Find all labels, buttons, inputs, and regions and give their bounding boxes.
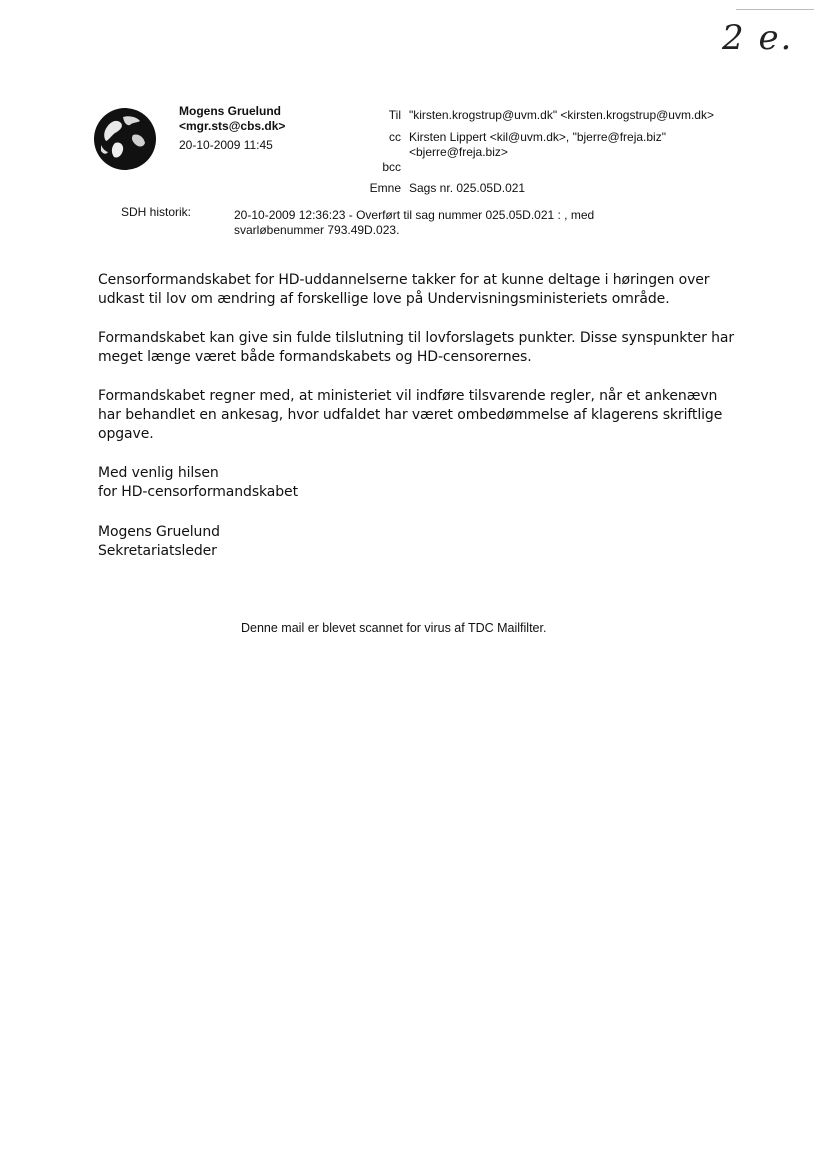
body-paragraph: Formandskabet kan give sin fulde tilslutning til lovforslagets punkter. Disse synspunkter har meget længe været både formandskabets og HD-censorernes. <box>98 330 735 365</box>
email-body <box>98 271 738 561</box>
subject-label: Emne <box>369 181 401 195</box>
to-value: "kirsten.krogstrup@uvm.dk" <kirsten.krogstrup@uvm.dk> <box>409 108 714 122</box>
signature-title: Sekretariatsleder <box>98 543 217 559</box>
handwritten-annotation: 2 e. <box>722 18 794 58</box>
sender-date: 20-10-2009 11:45 <box>179 138 273 152</box>
to-label: Til <box>388 108 401 122</box>
signature-name: Mogens Gruelund <box>98 524 220 540</box>
sender-block <box>179 104 285 153</box>
closing-organization: for HD-censorformandskabet <box>98 484 298 500</box>
cc-label: cc <box>389 130 401 144</box>
virus-scan-footer: Denne mail er blevet scannet for virus af TDC Mailfilter. <box>241 621 547 635</box>
history-label: SDH historik: <box>121 205 192 219</box>
subject-value: Sags nr. 025.05D.021 <box>409 181 526 195</box>
history-value: 20-10-2009 12:36:23 - Overført til sag nummer 025.05D.021 : , med svarløbenummer 793.49D.023. <box>234 208 595 237</box>
body-paragraph: Formandskabet regner med, at ministeriet vil indføre tilsvarende regler, når et ankenævn har behandlet en ankesag, hvor udfaldet har været ombedømmelse af klagerens skriftlige opgave. <box>98 388 723 442</box>
sender-email: <mgr.sts@cbs.dk> <box>179 119 286 133</box>
body-paragraph: Censorformandskabet for HD-uddannelserne takker for at kunne deltage i høringen over udkast til lov om ændring af forskellige love på Undervisningsministeriets område. <box>98 272 710 307</box>
sender-avatar-globe-icon <box>93 107 157 171</box>
closing-greeting: Med venlig hilsen <box>98 465 219 481</box>
bcc-label: bcc <box>382 160 401 174</box>
closing-block <box>98 464 738 502</box>
scan-artifact-line <box>736 9 814 10</box>
sender-name: Mogens Gruelund <box>179 104 281 118</box>
cc-value: Kirsten Lippert <kil@uvm.dk>, "bjerre@freja.biz" <bjerre@freja.biz> <box>409 130 666 159</box>
